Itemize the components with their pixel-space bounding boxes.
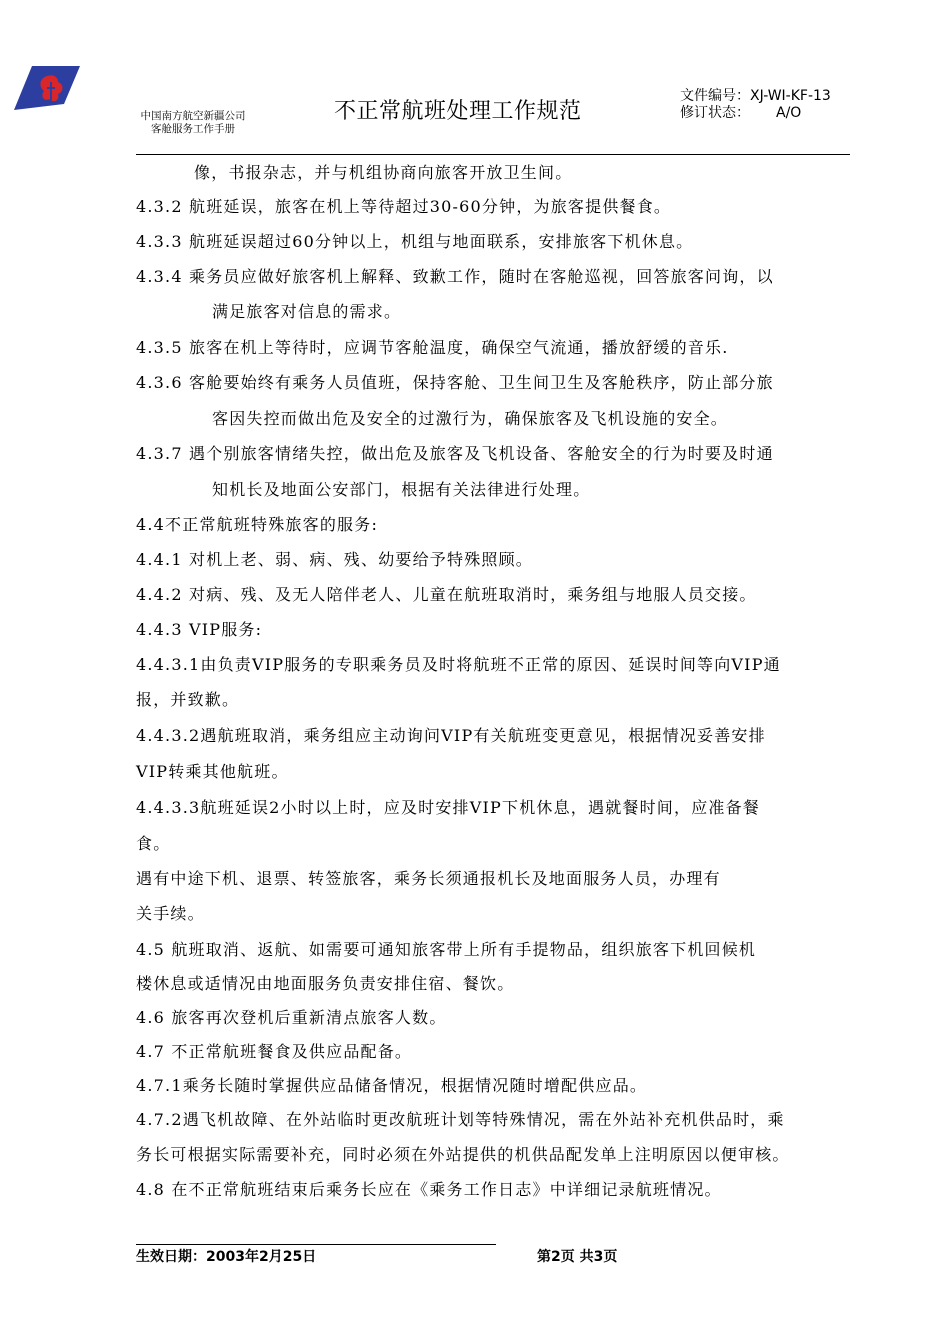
page-number: 第2页 共3页: [537, 1249, 618, 1265]
body-line: 4.3.4 乘务员应做好旅客机上解释、致歉工作，随时在客舱巡视，回答旅客问询，以: [136, 267, 774, 286]
body-line: 4.4.2 对病、残、及无人陪伴老人、儿童在航班取消时，乘务组与地服人员交接。: [136, 585, 757, 604]
body-line: VIP转乘其他航班。: [136, 762, 289, 781]
revision-label: 修订状态：: [680, 105, 750, 121]
company-line-2: 客舱服务工作手册: [151, 123, 235, 135]
body-line: 4.4.3.2遇航班取消，乘务组应主动询问VIP有关航班变更意见，根据情况妥善安排: [136, 726, 766, 745]
body-line: 食。: [136, 834, 171, 853]
body-line: 4.3.6 客舱要始终有乘务人员值班，保持客舱、卫生间卫生及客舱秩序，防止部分旅: [136, 373, 774, 392]
document-title: 不正常航班处理工作规范: [334, 99, 582, 124]
body-line: 4.4.3.3航班延误2小时以上时，应及时安排VIP下机休息，遇就餐时间，应准备餐: [136, 798, 760, 817]
section-heading: 4.4不正常航班特殊旅客的服务:: [136, 515, 379, 534]
company-name: [128, 110, 258, 136]
body-line: 知机长及地面公安部门，根据有关法律进行处理。: [212, 480, 591, 499]
document-meta: [680, 88, 831, 122]
body-line: 4.4.3 VIP服务:: [136, 620, 263, 639]
footer-divider: [136, 1244, 496, 1245]
body-line: 报，并致歉。: [136, 690, 240, 709]
body-line: 4.3.3 航班延误超过60分钟以上，机组与地面联系，安排旅客下机休息。: [136, 232, 694, 251]
body-line: 4.5 航班取消、返航、如需要可通知旅客带上所有手提物品，组织旅客下机回候机: [136, 940, 757, 959]
body-line: 4.4.1 对机上老、弱、病、残、幼要给予特殊照顾。: [136, 550, 533, 569]
body-line: 4.3.7 遇个别旅客情绪失控，做出危及旅客及飞机设备、客舱安全的行为时要及时通: [136, 444, 774, 463]
header-divider: [136, 154, 850, 155]
body-line: 4.4.3.1由负责VIP服务的专职乘务员及时将航班不正常的原因、延误时间等向VIP通: [136, 655, 781, 674]
airline-logo: [14, 66, 82, 112]
body-line: 4.3.2 航班延误，旅客在机上等待超过30-60分钟，为旅客提供餐食。: [136, 197, 672, 216]
effective-date: 生效日期：2003年2月25日: [136, 1249, 317, 1265]
body-line: 4.3.5 旅客在机上等待时，应调节客舱温度，确保空气流通，播放舒缓的音乐.: [136, 338, 729, 357]
body-line: 4.6 旅客再次登机后重新清点旅客人数。: [136, 1008, 447, 1027]
body-line: 满足旅客对信息的需求。: [212, 302, 402, 321]
revision-status: A/O: [776, 105, 802, 121]
body-line: 客因失控而做出危及安全的过激行为，确保旅客及飞机设施的安全。: [212, 409, 729, 428]
body-line: 4.7.1乘务长随时掌握供应品储备情况，根据情况随时增配供应品。: [136, 1076, 648, 1095]
body-line: 关手续。: [136, 904, 205, 923]
doc-number-label: 文件编号：: [680, 88, 750, 104]
body-line: 像，书报杂志，并与机组协商向旅客开放卫生间。: [194, 163, 573, 182]
body-line: 4.8 在不正常航班结束后乘务长应在《乘务工作日志》中详细记录航班情况。: [136, 1180, 722, 1199]
doc-number: XJ-WI-KF-13: [750, 88, 831, 104]
body-line: 楼休息或适情况由地面服务负责安排住宿、餐饮。: [136, 974, 515, 993]
body-line: 4.7 不正常航班餐食及供应品配备。: [136, 1042, 413, 1061]
body-line: 遇有中途下机、退票、转签旅客，乘务长须通报机长及地面服务人员，办理有: [136, 869, 721, 888]
body-line: 4.7.2遇飞机故障、在外站临时更改航班计划等特殊情况，需在外站补充机供品时，乘: [136, 1110, 785, 1129]
body-line: 务长可根据实际需要补充，同时必须在外站提供的机供品配发单上注明原因以便审核。: [136, 1145, 790, 1164]
company-line-1: 中国南方航空新疆公司: [140, 110, 246, 122]
